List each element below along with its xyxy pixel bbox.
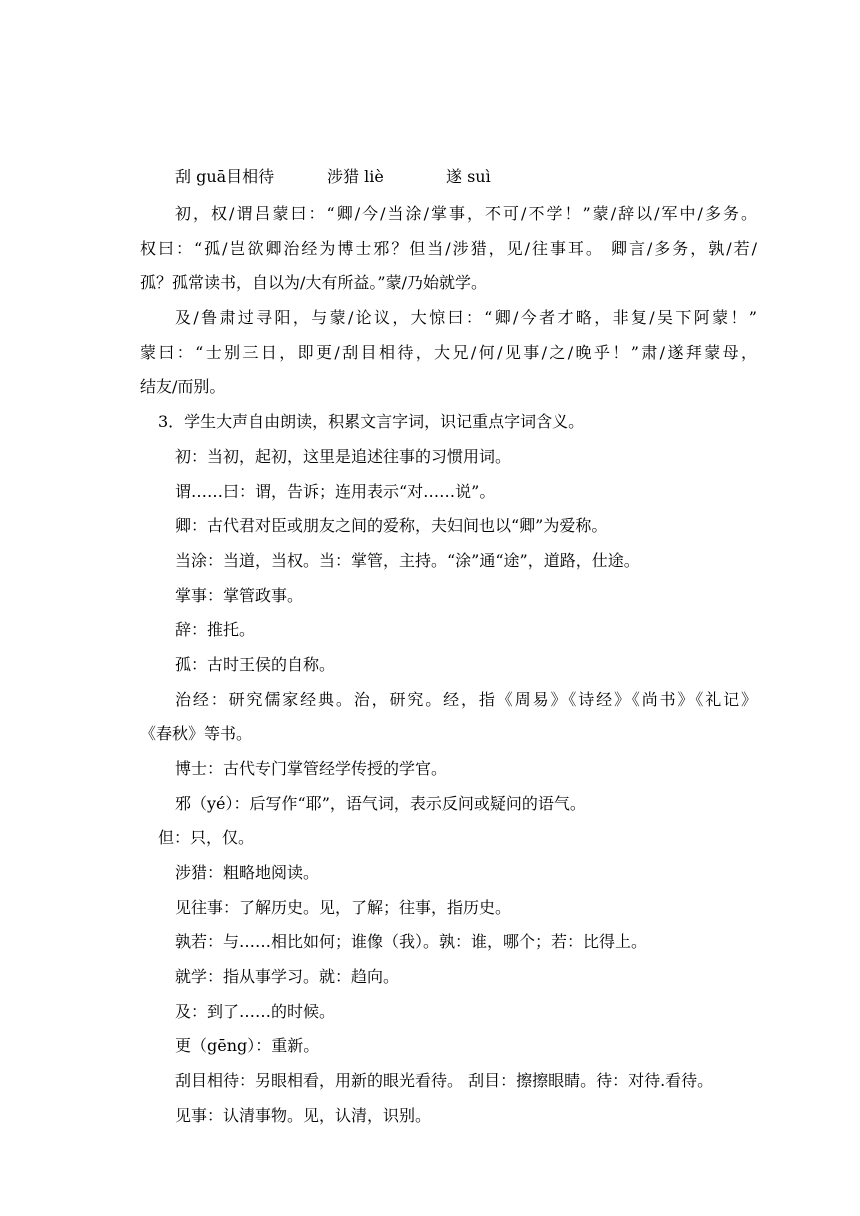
- gloss-item: 孤：古时王侯的自称。: [175, 655, 336, 674]
- passage-line: 孤？孤常读书，自以为/大有所益。”蒙/乃始就学。: [140, 273, 487, 292]
- gloss-item: 及：到了……的时候。: [175, 1002, 336, 1021]
- gloss-item: 卿：古代君对臣或朋友之间的爱称，夫妇间也以“卿”为爱称。: [175, 516, 608, 535]
- gloss-item: 掌事：掌管政事。: [175, 586, 304, 605]
- step-heading: 3．学生大声自由朗读，积累文言字词，识记重点字词含义。: [158, 412, 585, 431]
- gloss-item-continued: 《春秋》等书。: [140, 724, 253, 743]
- passage-line: 及/鲁肃过寻阳，与蒙/论议，大惊曰：“卿/今者才略，非复/吴下阿蒙！”: [175, 308, 757, 327]
- gloss-item: 就学：指从事学习。就：趋向。: [175, 967, 400, 986]
- gloss-item: 当涂：当道，当权。当：掌管，主持。“涂”通“途”，道路，仕途。: [175, 551, 640, 570]
- passage-line: 蒙曰：“士别三日，即更/刮目相待，大兄/何/见事/之/晚乎！”肃/遂拜蒙母，: [140, 343, 757, 362]
- gloss-item: 博士：古代专门掌管经学传授的学官。: [175, 759, 448, 778]
- vocab-line: [175, 167, 274, 187]
- vocab-item-gua: 刮 guā目相待: [175, 167, 275, 186]
- gloss-item: 初：当初，起初，这里是追述往事的习惯用词。: [175, 447, 512, 466]
- passage-line: 权曰：“孤/岂欲卿治经为博士邪？但当/涉猎，见/往事耳。 卿言/多务，孰/若/: [140, 239, 757, 258]
- vocab-item-lie: 涉猎 liè: [327, 167, 384, 186]
- vocab-line: [327, 167, 384, 187]
- gloss-item: 更（gēng）：重新。: [175, 1036, 320, 1055]
- vocab-item-sui: 遂 suì: [446, 167, 491, 186]
- gloss-item: 见事：认清事物。见，认清，识别。: [175, 1106, 432, 1125]
- gloss-item: 见往事：了解历史。见，了解；往事，指历史。: [175, 898, 512, 917]
- passage-line: 初，权/谓吕蒙曰：“卿/今/当涂/掌事，不可/不学！”蒙/辞以/军中/多务。: [175, 204, 757, 223]
- gloss-item: 涉猎：粗略地阅读。: [175, 863, 320, 882]
- gloss-item: 刮目相待：另眼相看，用新的眼光看待。 刮目：擦擦眼睛。待：对待.看待。: [175, 1071, 714, 1090]
- gloss-item: 孰若：与……相比如何；谁像（我）。孰：谁，哪个；若：比得上。: [175, 932, 648, 951]
- gloss-item: 谓……曰：谓，告诉；连用表示“对……说”。: [175, 482, 496, 501]
- gloss-item: 辞：推托。: [175, 620, 256, 639]
- gloss-item: 邪（yé）：后写作“耶”，语气词，表示反问或疑问的语气。: [175, 794, 586, 813]
- gloss-item: 但：只，仅。: [158, 828, 255, 847]
- passage-line: 结友/而别。: [140, 377, 226, 396]
- vocab-line: [446, 167, 491, 187]
- gloss-item: 治经：研究儒家经典。治，研究。经，指《周易》《诗经》《尚书》《礼记》: [175, 690, 757, 709]
